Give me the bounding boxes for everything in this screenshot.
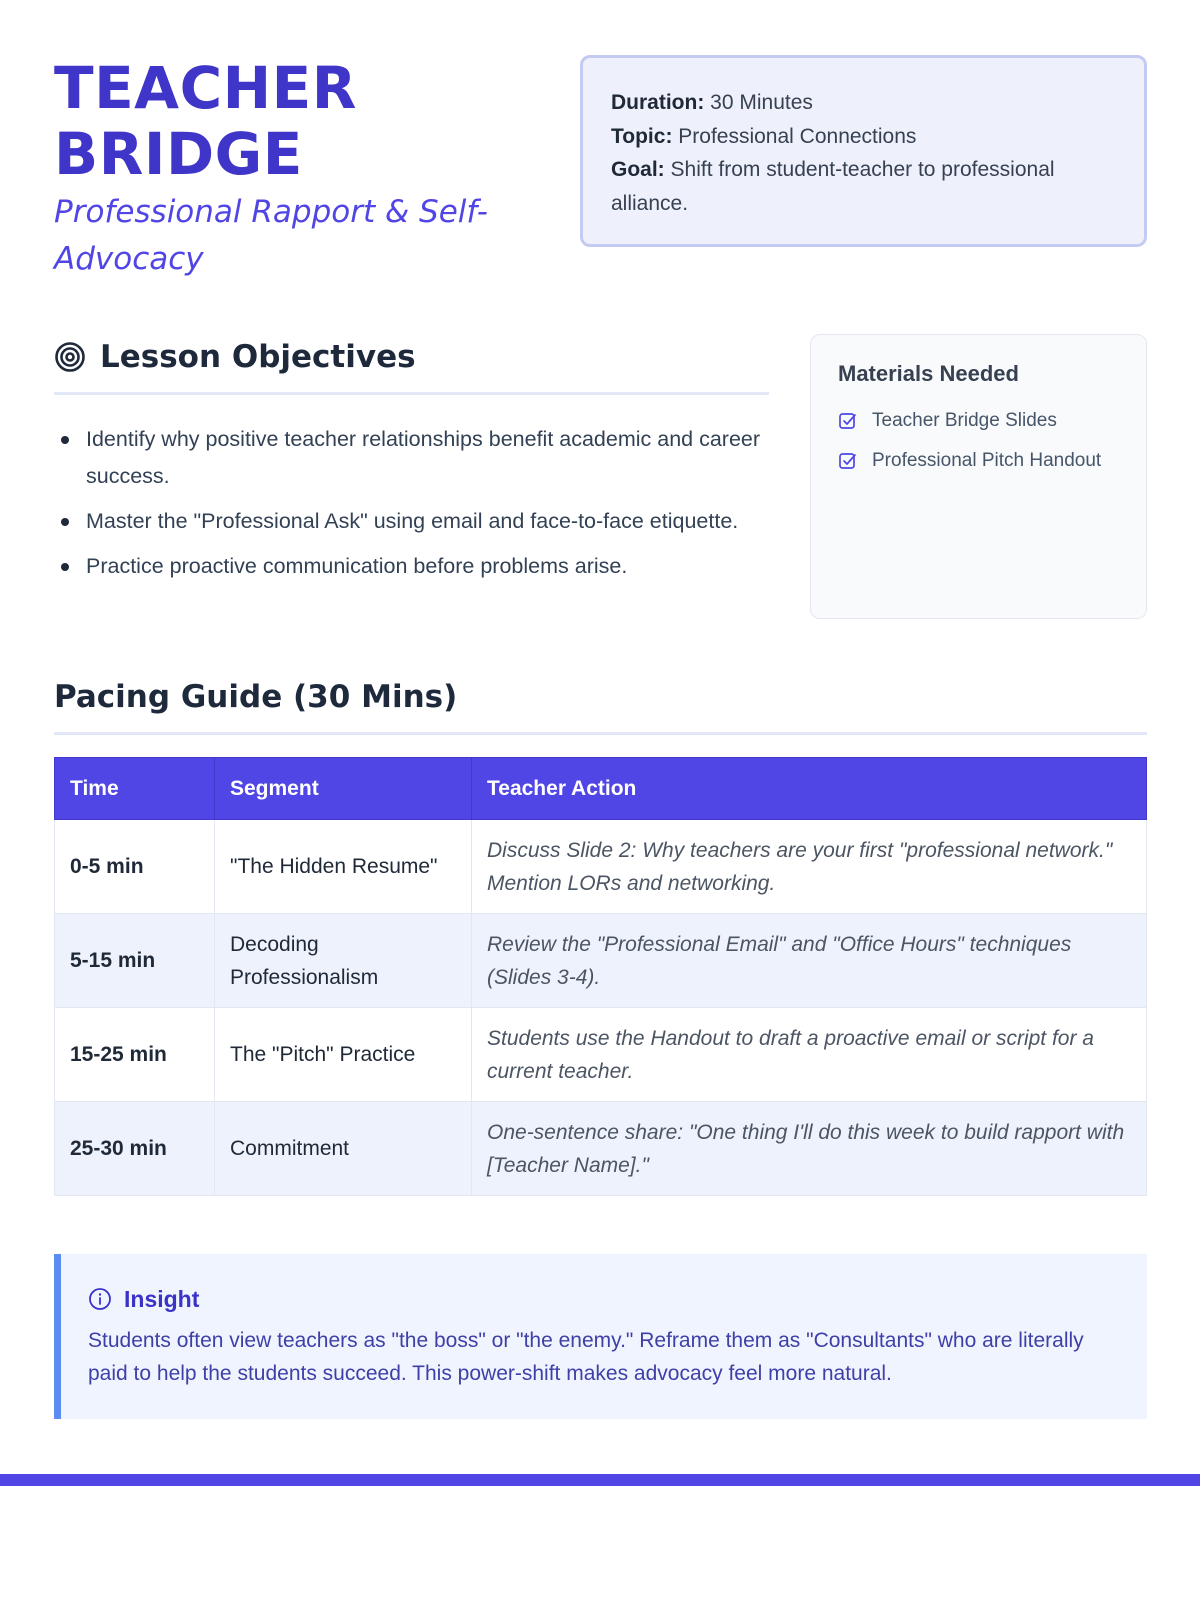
insight-header (88, 1282, 1119, 1316)
info-icon (88, 1287, 112, 1311)
meta-topic (611, 120, 1116, 154)
checkbox-icon (838, 411, 858, 431)
pacing-heading: Pacing Guide (30 Mins) (54, 679, 458, 715)
table-row (55, 820, 1147, 914)
goal-label: Goal: (611, 158, 665, 181)
table-row (55, 1102, 1147, 1196)
table-row (55, 914, 1147, 1008)
header (54, 55, 1147, 285)
action-cell: Review the "Professional Email" and "Office Hours" techniques (Slides 3-4). (472, 914, 1147, 1008)
goal-value: Shift from student-teacher to professional alliance. (611, 158, 1055, 215)
checkbox-icon (838, 451, 858, 471)
meta-goal (611, 153, 1116, 220)
insight-callout (54, 1254, 1147, 1419)
column-header-time: Time (55, 758, 215, 820)
pacing-section (54, 674, 1147, 1177)
column-header-action: Teacher Action (472, 758, 1147, 820)
title-block (54, 55, 534, 283)
segment-cell: "The Hidden Resume" (215, 820, 472, 914)
insight-heading: Insight (124, 1285, 200, 1312)
duration-value: 30 Minutes (704, 91, 813, 114)
time-cell: 5-15 min (55, 914, 215, 1008)
segment-cell: Decoding Professionalism (215, 914, 472, 1008)
table-header-row (55, 758, 1147, 820)
objectives-divider (54, 392, 769, 395)
page-subtitle: Professional Rapport & Self-Advocacy (54, 194, 488, 277)
title-line-2: BRIDGE (54, 120, 303, 188)
list-item: Master the "Professional Ask" using email and face-to-face etiquette. (54, 503, 769, 540)
objectives-heading: Lesson Objectives (100, 339, 416, 375)
page-title (54, 55, 534, 187)
insight-text: Students often view teachers as "the boss" or "the enemy." Reframe them as "Consultants" who are literally paid to help the students succeed. This power-shift makes advocacy feel more natural. (88, 1329, 1084, 1385)
meta-duration (611, 86, 1116, 120)
duration-label: Duration: (611, 91, 705, 114)
action-cell: One-sentence share: "One thing I'll do this week to build rapport with [Teacher Name]." (472, 1102, 1147, 1196)
topic-value: Professional Connections (672, 124, 917, 148)
title-line-1: TEACHER (54, 54, 357, 122)
segment-cell: Commitment (215, 1102, 472, 1196)
objectives-header (54, 334, 769, 380)
list-item: Identify why positive teacher relationships benefit academic and career success. (54, 421, 769, 495)
lesson-meta-box (580, 55, 1147, 247)
material-label: Teacher Bridge Slides (872, 410, 1057, 431)
column-header-segment: Segment (215, 758, 472, 820)
pacing-table (54, 757, 1147, 1196)
objectives-list (54, 421, 769, 585)
topic-label: Topic: (611, 124, 673, 148)
materials-box (810, 334, 1147, 619)
action-cell: Students use the Handout to draft a proactive email or script for a current teacher. (472, 1008, 1147, 1102)
pacing-divider (54, 732, 1147, 735)
table-row (55, 1008, 1147, 1102)
footer-bar (0, 1474, 1200, 1486)
time-cell: 0-5 min (55, 820, 215, 914)
material-item (838, 441, 1119, 481)
materials-heading: Materials Needed (838, 361, 1019, 386)
action-cell: Discuss Slide 2: Why teachers are your first "professional network." Mention LORs and networking. (472, 820, 1147, 914)
material-item (838, 401, 1119, 441)
segment-cell: The "Pitch" Practice (215, 1008, 472, 1102)
material-label: Professional Pitch Handout (872, 450, 1102, 471)
objectives-section (54, 334, 769, 593)
target-icon (54, 341, 86, 373)
time-cell: 15-25 min (55, 1008, 215, 1102)
time-cell: 25-30 min (55, 1102, 215, 1196)
list-item: Practice proactive communication before problems arise. (54, 548, 769, 585)
